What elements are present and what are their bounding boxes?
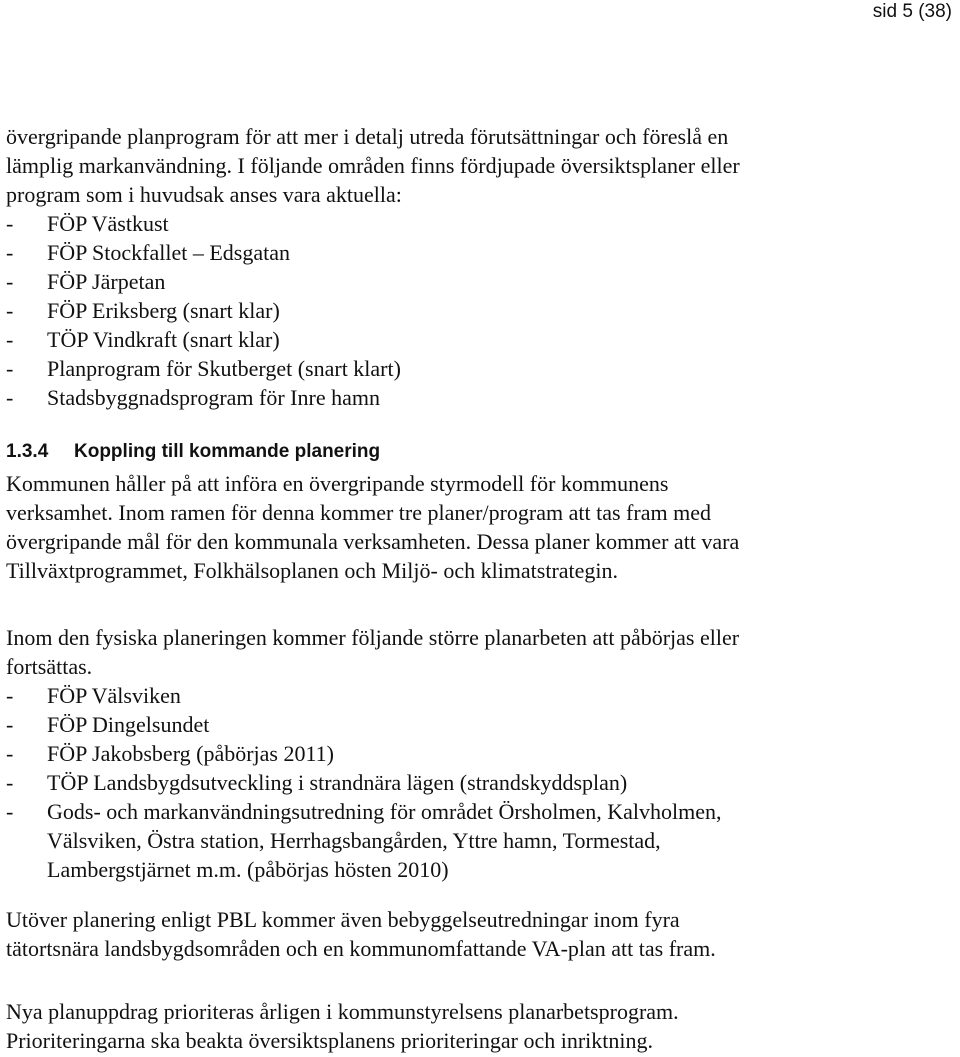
text-line: verksamhet. Inom ramen för denna kommer tre planer/program att tas fram med: [6, 500, 711, 525]
text-line: fortsättas.: [6, 654, 93, 679]
list-item: - Planprogram för Skutberget (snart klart): [6, 354, 956, 383]
upcoming-plan-list: [6, 681, 956, 884]
intro-paragraph: [6, 122, 956, 209]
text-line: Nya planuppdrag prioriteras årligen i kommunstyrelsens planarbetsprogram.: [6, 999, 679, 1024]
section-heading: [6, 440, 380, 464]
section-number: 1.3.4: [6, 441, 49, 462]
text-line: övergripande planprogram för att mer i detalj utreda förutsättningar och föreslå en: [6, 124, 729, 149]
text-line: Utöver planering enligt PBL kommer även bebyggelseutredningar inom fyra: [6, 907, 680, 932]
list-item: - FÖP Eriksberg (snart klar): [6, 296, 956, 325]
paragraph-steering-model: [6, 469, 956, 585]
list-item: - FÖP Järpetan: [6, 267, 956, 296]
text-line: Prioriteringarna ska beakta översiktsplanens prioriteringar och inriktning.: [6, 1028, 653, 1053]
text-line: Inom den fysiska planeringen kommer följande större planarbeten att påbörjas eller: [6, 625, 740, 650]
list-item: - Stadsbyggnadsprogram för Inre hamn: [6, 383, 956, 412]
page-number: sid 5 (38): [872, 1, 952, 22]
text-line: övergripande mål för den kommunala verksamheten. Dessa planer kommer att vara: [6, 529, 740, 554]
list-item: - Gods- och markanvändningsutredning för området Örsholmen, Kalvholmen, Välsviken, Östra station, Herrhagsbangården, Yttre hamn, Tormestad, Lambergstjärnet m.m. (påbörjas hösten 2010): [6, 797, 956, 884]
text-line: program som i huvudsak anses vara aktuella:: [6, 182, 402, 207]
intro-plan-list: [6, 209, 956, 412]
list-item: - FÖP Välsviken: [6, 681, 956, 710]
list-item: - TÖP Landsbygdsutveckling i strandnära lägen (strandskyddsplan): [6, 768, 956, 797]
list-item: - TÖP Vindkraft (snart klar): [6, 325, 956, 354]
paragraph-physical-planning: [6, 623, 956, 884]
text-line: Tillväxtprogrammet, Folkhälsoplanen och Miljö- och klimatstrategin.: [6, 558, 619, 583]
section-title: Koppling till kommande planering: [74, 441, 381, 462]
intro-block: [6, 122, 956, 412]
list-item: - FÖP Dingelsundet: [6, 710, 956, 739]
list-item: - FÖP Stockfallet – Edsgatan: [6, 238, 956, 267]
text-line: lämplig markanvändning. I följande områden finns fördjupade översiktsplaner eller: [6, 153, 740, 178]
text-line: Kommunen håller på att införa en övergripande styrmodell för kommunens: [6, 471, 669, 496]
paragraph-priorities: [6, 997, 956, 1055]
paragraph-pbl: [6, 905, 956, 963]
text-line: tätortsnära landsbygdsområden och en kommunomfattande VA-plan att tas fram.: [6, 936, 716, 961]
list-item: - FÖP Jakobsberg (påbörjas 2011): [6, 739, 956, 768]
list-item: - FÖP Västkust: [6, 209, 956, 238]
